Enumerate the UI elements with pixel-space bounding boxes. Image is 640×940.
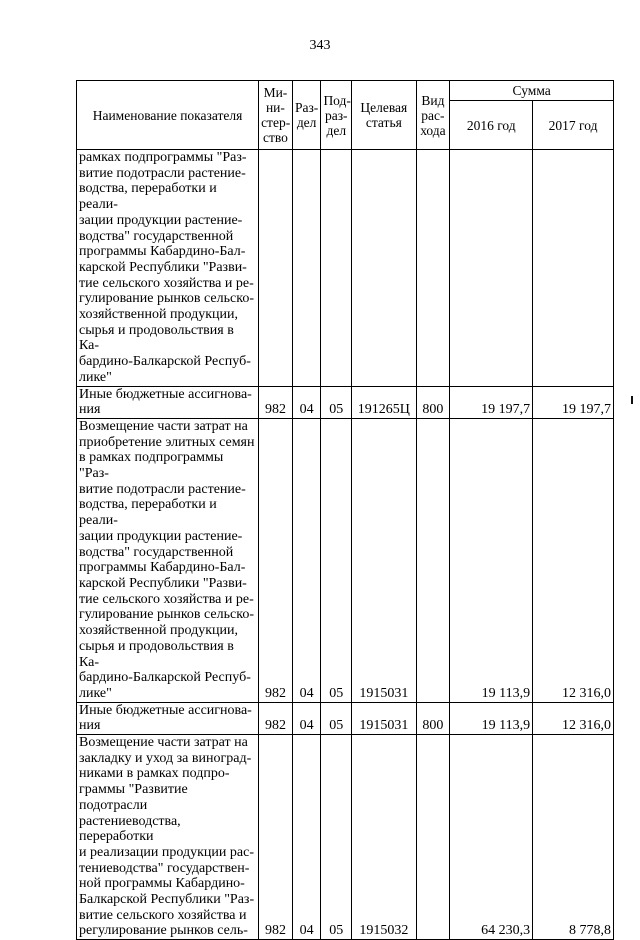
header-2016: 2016 год [450,101,533,150]
row-sum-2017: 12 316,0 [533,702,614,734]
row-razdel: 04 [292,386,321,418]
row-vid: 800 [416,702,450,734]
row-vid [416,735,450,940]
row-ministry: 982 [259,418,293,702]
row-vid [416,418,450,702]
row-vid [416,150,450,387]
row-sum-2016: 19 113,9 [450,702,533,734]
page-number: 343 [309,38,331,53]
row-name: Иные бюджетные ассигнова- ния [77,702,259,734]
row-target: 1915031 [352,702,416,734]
header-vid: Вид рас- хода [416,81,450,150]
table-row [77,702,614,734]
row-ministry: 982 [259,386,293,418]
header-ministry: Ми- ни- стер- ство [259,81,293,150]
row-name: Возмещение части затрат на закладку и уход за виноград- никами в рамках подпро- граммы "Развитие подотрасли растениеводства, переработки и реализации продукции рас- тениеводства" государствен- ной программы Кабардино- Балкарской Республики "Раз- витие сельского хозяйства и регулирование рынков сель- [77,735,259,940]
row-target: 191265Ц [352,386,416,418]
row-podrazdel [321,150,352,387]
row-vid: 800 [416,386,450,418]
row-ministry: 982 [259,735,293,940]
scan-edge-mark [631,396,633,404]
table-row [77,150,614,387]
row-name: рамках подпрограммы "Раз- витие подотрасли растение- водства, переработки и реали- зации продукции растение- водства" государственной программы Кабардино-Бал- карской Республики "Разви- тие сельского хозяйства и ре- гулирование рынков сельско- хозяйственной продукции, сырья и продовольствия в Ка- бардино-Балкарской Респуб- лике" [77,150,259,387]
row-razdel: 04 [292,735,321,940]
header-razdel: Раз- дел [292,81,321,150]
row-target: 1915032 [352,735,416,940]
header-name: Наименование показателя [77,81,259,150]
table-row [77,418,614,702]
row-sum-2016 [450,150,533,387]
row-ministry: 982 [259,702,293,734]
row-podrazdel: 05 [321,418,352,702]
row-target [352,150,416,387]
row-podrazdel: 05 [321,735,352,940]
header-podrazdel: Под- раз- дел [321,81,352,150]
row-sum-2016: 19 113,9 [450,418,533,702]
row-sum-2016: 64 230,3 [450,735,533,940]
row-sum-2017: 19 197,7 [533,386,614,418]
table-row [77,386,614,418]
row-sum-2017 [533,150,614,387]
header-2017: 2017 год [533,101,614,150]
row-razdel [292,150,321,387]
row-sum-2017: 8 778,8 [533,735,614,940]
row-podrazdel: 05 [321,702,352,734]
row-name: Возмещение части затрат на приобретение элитных семян в рамках подпрограммы "Раз- витие подотрасли растение- водства, переработки и реали- зации продукции растение- водства" государственной программы Кабардино-Бал- карской Республики "Разви- тие сельского хозяйства и ре- гулирование рынков сельско- хозяйственной продукции, сырья и продовольствия в Ка- бардино-Балкарской Респуб- лике" [77,418,259,702]
row-podrazdel: 05 [321,386,352,418]
row-razdel: 04 [292,418,321,702]
row-target: 1915031 [352,418,416,702]
row-sum-2017: 12 316,0 [533,418,614,702]
row-razdel: 04 [292,702,321,734]
header-target: Целевая статья [352,81,416,150]
row-sum-2016: 19 197,7 [450,386,533,418]
row-ministry [259,150,293,387]
row-name: Иные бюджетные ассигнова- ния [77,386,259,418]
table-row [77,735,614,940]
header-sum: Сумма [450,81,614,101]
budget-table [76,80,614,940]
